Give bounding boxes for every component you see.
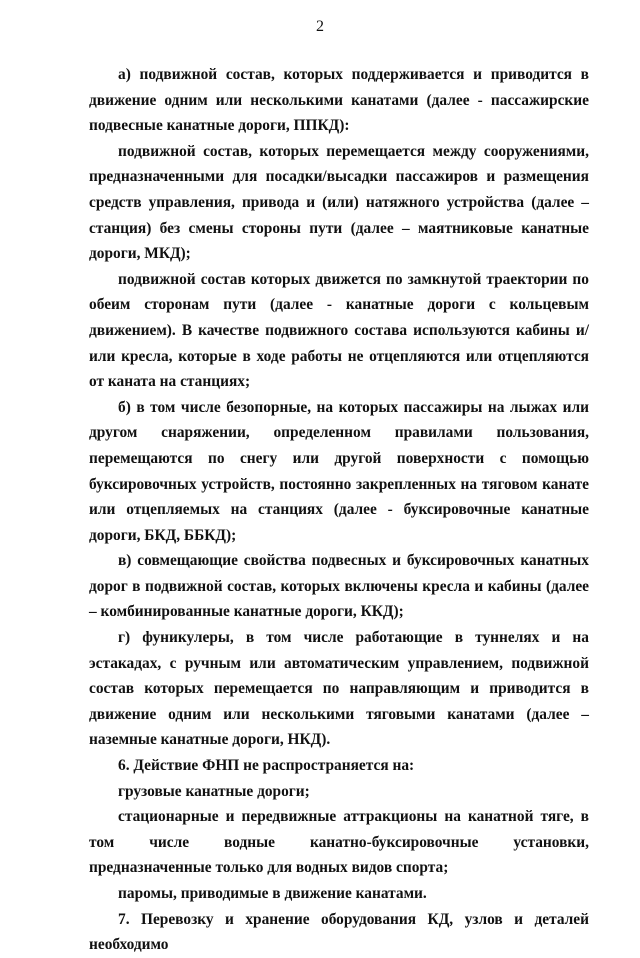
document-body (89, 62, 589, 958)
paragraph-section-7: 7. Перевозку и хранение оборудования КД, узлов и деталей необходимо (89, 910, 589, 954)
paragraph-ferries: паромы, приводимые в движение канатами. (118, 885, 427, 902)
paragraph-b-bkd: б) в том числе безопорные, на которых пассажиры на лыжах или другом снаряжении, определенном правилами пользования, перемещаются по снегу или другой поверхности с помощью буксировочных устройств, постоянно закрепленных на тяговом канате или отцепляемых на станциях (далее - буксировочные канатные дороги, БКД, ББКД); (89, 398, 589, 544)
paragraph-a-ppkd: а) подвижной состав, которых поддерживается и приводится в движение одним или несколькими канатами (далее - пассажирские подвесные канатные дороги, ППКД): (89, 66, 589, 135)
paragraph-attractions: стационарные и передвижные аттракционы на канатной тяге, в том числе водные канатно-буксировочные установки, предназначенные только для водных видов спорта; (89, 808, 589, 877)
page-number: 2 (316, 18, 324, 35)
paragraph-freight-cableways: грузовые канатные дороги; (118, 782, 310, 800)
paragraph-mkd: подвижной состав, которых перемещается между сооружениями, предназначенными для посадки/высадки пассажиров и размещения средств управления, привода и (или) натяжного устройства (далее – станция) без смены стороны пути (далее – маятниковые канатные дороги, МКД); (89, 142, 589, 263)
paragraph-v-kkd: в) совмещающие свойства подвесных и буксировочных канатных дорог в подвижной состав, которых включены кресла и кабины (далее – комбинированные канатные дороги, ККД); (89, 552, 589, 621)
paragraph-section-6: 6. Действие ФНП не распространяется на: (118, 757, 415, 775)
paragraph-g-nkd: г) фуникулеры, в том числе работающие в туннелях и на эстакадах, с ручным или автоматическим управлением, подвижной состав которых перемещается по направляющим и приводится в движение одним или несколькими тяговыми канатами (далее – наземные канатные дороги, НКД). (89, 629, 589, 749)
paragraph-ring-cableway: подвижной состав которых движется по замкнутой траектории по обеим сторонам пути (далее - канатные дороги с кольцевым движением). В качестве подвижного состава используются кабины и/или кресла, которые в ходе работы не отцепляются или отцепляются от каната на станциях; (89, 270, 589, 391)
